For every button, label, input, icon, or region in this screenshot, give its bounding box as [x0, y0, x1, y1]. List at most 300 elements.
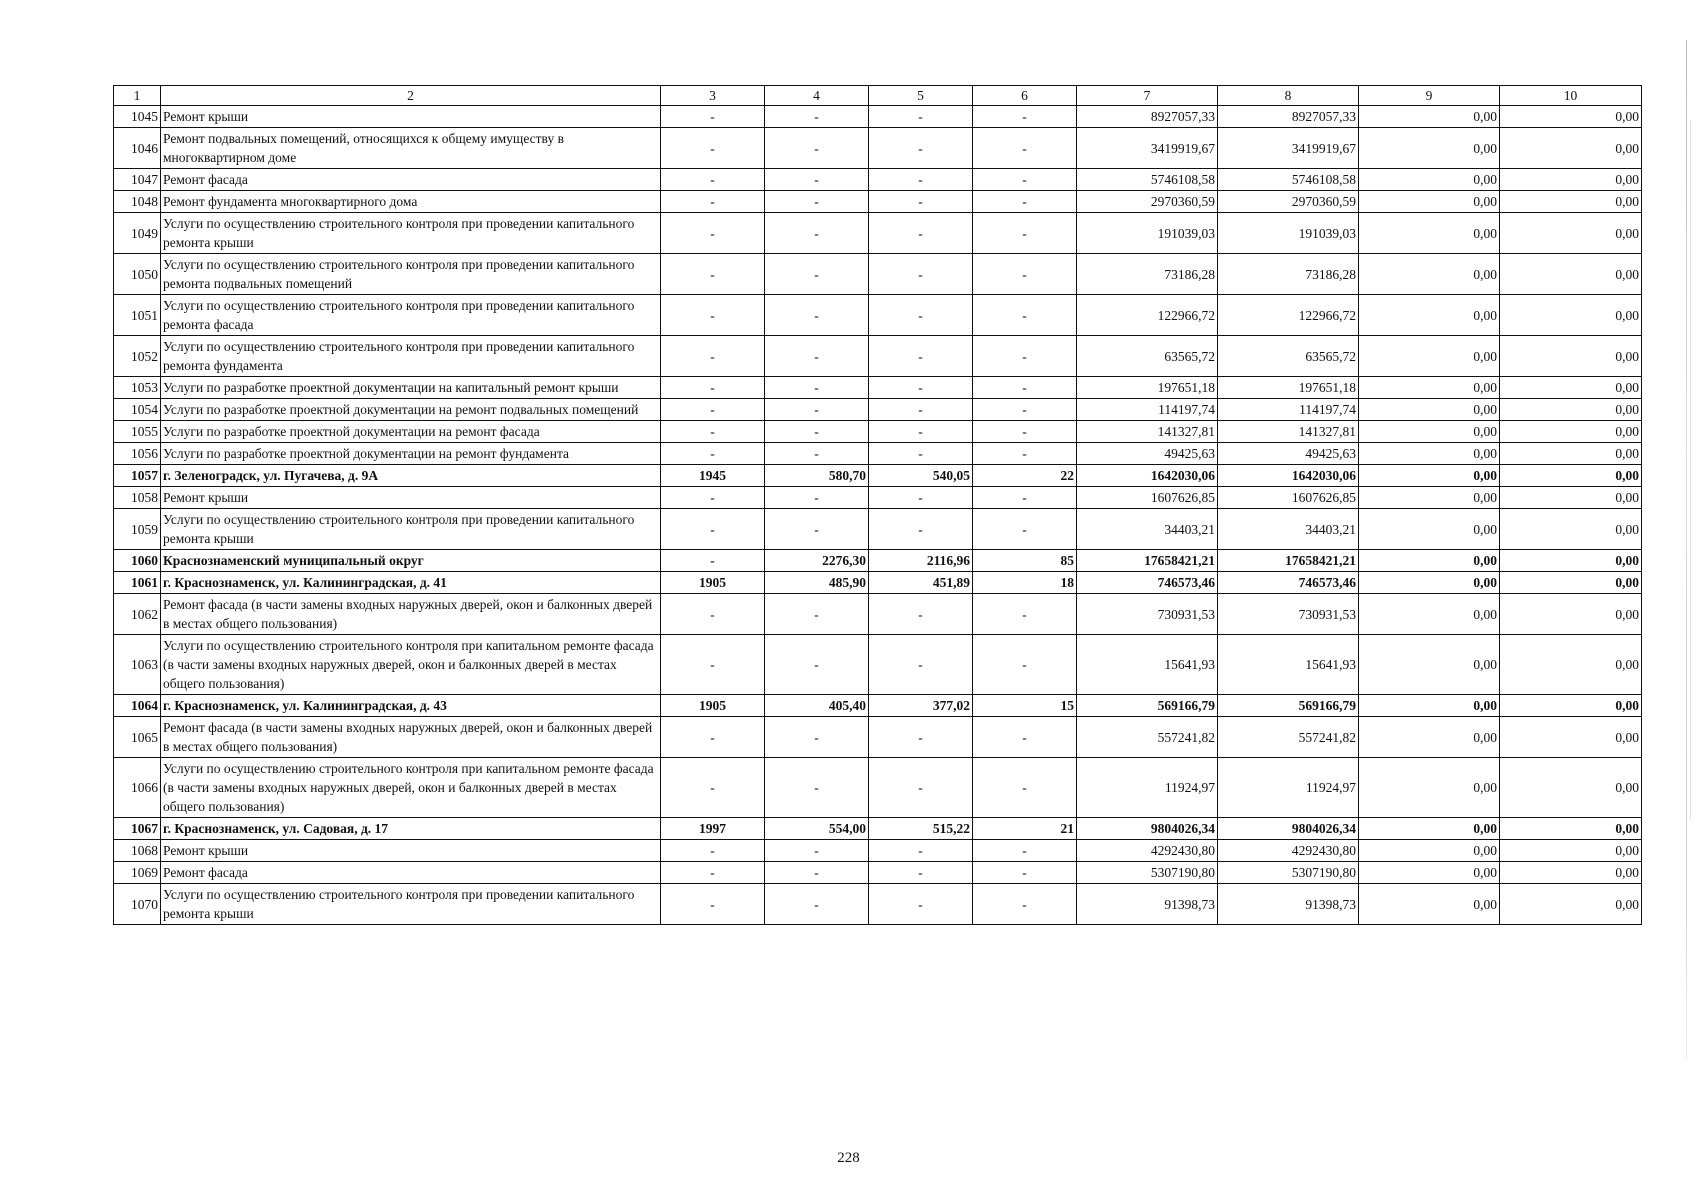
owner-cost-cell: 0,00 [1500, 254, 1642, 295]
budget-cost-cell: 0,00 [1359, 862, 1500, 884]
total-area-cell: - [765, 213, 869, 254]
residents-cell: - [973, 399, 1077, 421]
owner-cost-cell: 0,00 [1500, 336, 1642, 377]
table-row [114, 169, 1642, 191]
total-cost-cell: 122966,72 [1077, 295, 1218, 336]
header-cell: 9 [1359, 86, 1500, 106]
budget-cost-cell: 0,00 [1359, 421, 1500, 443]
table-row [114, 695, 1642, 717]
table-row [114, 487, 1642, 509]
total-area-cell: - [765, 191, 869, 213]
row-name: Услуги по осуществлению строительного контроля при проведении капитального ремонта крыши [161, 509, 661, 550]
living-area-cell: - [869, 254, 973, 295]
living-area-cell: - [869, 594, 973, 635]
residents-cell: - [973, 169, 1077, 191]
budget-cost-cell: 0,00 [1359, 169, 1500, 191]
table-row [114, 758, 1642, 818]
row-name: Услуги по осуществлению строительного контроля при проведении капитального ремонта крыши [161, 884, 661, 925]
row-number: 1055 [114, 421, 161, 443]
year-cell: - [661, 840, 765, 862]
table-row [114, 443, 1642, 465]
budget-cost-cell: 0,00 [1359, 443, 1500, 465]
owner-cost-cell: 0,00 [1500, 717, 1642, 758]
owner-cost-cell: 0,00 [1500, 487, 1642, 509]
total-area-cell: - [765, 106, 869, 128]
total-area-cell: - [765, 295, 869, 336]
owner-cost-cell: 0,00 [1500, 550, 1642, 572]
owner-cost-cell: 0,00 [1500, 509, 1642, 550]
row-number: 1056 [114, 443, 161, 465]
row-name: Ремонт крыши [161, 487, 661, 509]
owner-cost-cell: 0,00 [1500, 128, 1642, 169]
table-row [114, 818, 1642, 840]
residents-cell: - [973, 254, 1077, 295]
budget-cost-cell: 0,00 [1359, 695, 1500, 717]
owner-cost-cell: 0,00 [1500, 884, 1642, 925]
table-row [114, 295, 1642, 336]
living-area-cell: - [869, 884, 973, 925]
living-area-cell: - [869, 635, 973, 695]
living-area-cell: - [869, 213, 973, 254]
living-area-cell: - [869, 377, 973, 399]
residents-cell: - [973, 509, 1077, 550]
row-name: Ремонт фасада [161, 862, 661, 884]
row-name: Краснознаменский муниципальный округ [161, 550, 661, 572]
fund-cost-cell: 3419919,67 [1218, 128, 1359, 169]
year-cell: - [661, 106, 765, 128]
fund-cost-cell: 49425,63 [1218, 443, 1359, 465]
fund-cost-cell: 34403,21 [1218, 509, 1359, 550]
row-number: 1068 [114, 840, 161, 862]
total-area-cell: - [765, 594, 869, 635]
row-number: 1070 [114, 884, 161, 925]
residents-cell: 22 [973, 465, 1077, 487]
year-cell: - [661, 128, 765, 169]
living-area-cell: - [869, 191, 973, 213]
scan-edge-line-faint [1690, 120, 1691, 820]
residents-cell: - [973, 840, 1077, 862]
total-cost-cell: 15641,93 [1077, 635, 1218, 695]
residents-cell: - [973, 862, 1077, 884]
budget-cost-cell: 0,00 [1359, 128, 1500, 169]
table-row [114, 377, 1642, 399]
row-name: Услуги по осуществлению строительного контроля при капитальном ремонте фасада (в части замены входных наружных дверей, окон и балконных дверей в местах общего пользования) [161, 635, 661, 695]
residents-cell: - [973, 421, 1077, 443]
fund-cost-cell: 9804026,34 [1218, 818, 1359, 840]
residents-cell: - [973, 758, 1077, 818]
total-cost-cell: 191039,03 [1077, 213, 1218, 254]
owner-cost-cell: 0,00 [1500, 377, 1642, 399]
row-number: 1053 [114, 377, 161, 399]
fund-cost-cell: 746573,46 [1218, 572, 1359, 594]
total-area-cell: - [765, 128, 869, 169]
total-area-cell: 554,00 [765, 818, 869, 840]
owner-cost-cell: 0,00 [1500, 421, 1642, 443]
row-number: 1049 [114, 213, 161, 254]
year-cell: - [661, 421, 765, 443]
total-cost-cell: 91398,73 [1077, 884, 1218, 925]
fund-cost-cell: 91398,73 [1218, 884, 1359, 925]
fund-cost-cell: 1607626,85 [1218, 487, 1359, 509]
table-row [114, 336, 1642, 377]
year-cell: - [661, 443, 765, 465]
owner-cost-cell: 0,00 [1500, 572, 1642, 594]
budget-cost-cell: 0,00 [1359, 572, 1500, 594]
year-cell: - [661, 509, 765, 550]
row-number: 1059 [114, 509, 161, 550]
row-number: 1052 [114, 336, 161, 377]
budget-cost-cell: 0,00 [1359, 840, 1500, 862]
year-cell: - [661, 254, 765, 295]
row-number: 1054 [114, 399, 161, 421]
header-cell: 1 [114, 86, 161, 106]
row-number: 1050 [114, 254, 161, 295]
row-name: Услуги по осуществлению строительного контроля при капитальном ремонте фасада (в части замены входных наружных дверей, окон и балконных дверей в местах общего пользования) [161, 758, 661, 818]
table-row [114, 191, 1642, 213]
year-cell: - [661, 487, 765, 509]
row-name: Ремонт фасада [161, 169, 661, 191]
row-name: Услуги по разработке проектной документации на ремонт фундамента [161, 443, 661, 465]
budget-cost-cell: 0,00 [1359, 717, 1500, 758]
living-area-cell: - [869, 840, 973, 862]
year-cell: - [661, 336, 765, 377]
budget-cost-cell: 0,00 [1359, 884, 1500, 925]
year-cell: - [661, 169, 765, 191]
budget-cost-cell: 0,00 [1359, 106, 1500, 128]
living-area-cell: - [869, 862, 973, 884]
total-cost-cell: 11924,97 [1077, 758, 1218, 818]
year-cell: - [661, 594, 765, 635]
year-cell: - [661, 635, 765, 695]
total-area-cell: - [765, 377, 869, 399]
owner-cost-cell: 0,00 [1500, 169, 1642, 191]
living-area-cell: 515,22 [869, 818, 973, 840]
fund-cost-cell: 197651,18 [1218, 377, 1359, 399]
row-name: Услуги по разработке проектной документации на ремонт подвальных помещений [161, 399, 661, 421]
living-area-cell: - [869, 106, 973, 128]
living-area-cell: - [869, 758, 973, 818]
fund-cost-cell: 191039,03 [1218, 213, 1359, 254]
total-cost-cell: 5307190,80 [1077, 862, 1218, 884]
fund-cost-cell: 4292430,80 [1218, 840, 1359, 862]
total-area-cell: - [765, 487, 869, 509]
total-area-cell: - [765, 421, 869, 443]
living-area-cell: - [869, 295, 973, 336]
row-number: 1067 [114, 818, 161, 840]
year-cell: 1905 [661, 572, 765, 594]
header-cell: 10 [1500, 86, 1642, 106]
year-cell: - [661, 862, 765, 884]
row-name: Ремонт подвальных помещений, относящихся к общему имуществу в многоквартирном доме [161, 128, 661, 169]
fund-cost-cell: 11924,97 [1218, 758, 1359, 818]
fund-cost-cell: 557241,82 [1218, 717, 1359, 758]
total-cost-cell: 2970360,59 [1077, 191, 1218, 213]
budget-cost-cell: 0,00 [1359, 191, 1500, 213]
fund-cost-cell: 5307190,80 [1218, 862, 1359, 884]
year-cell: 1945 [661, 465, 765, 487]
row-number: 1057 [114, 465, 161, 487]
total-area-cell: 405,40 [765, 695, 869, 717]
total-cost-cell: 1607626,85 [1077, 487, 1218, 509]
total-area-cell: - [765, 884, 869, 925]
total-area-cell: 2276,30 [765, 550, 869, 572]
header-cell: 4 [765, 86, 869, 106]
year-cell: - [661, 884, 765, 925]
fund-cost-cell: 8927057,33 [1218, 106, 1359, 128]
total-cost-cell: 197651,18 [1077, 377, 1218, 399]
total-cost-cell: 17658421,21 [1077, 550, 1218, 572]
table-row [114, 465, 1642, 487]
row-name: Услуги по разработке проектной документации на капитальный ремонт крыши [161, 377, 661, 399]
table-row [114, 106, 1642, 128]
year-cell: - [661, 377, 765, 399]
living-area-cell: 377,02 [869, 695, 973, 717]
header-cell: 3 [661, 86, 765, 106]
owner-cost-cell: 0,00 [1500, 191, 1642, 213]
year-cell: - [661, 191, 765, 213]
total-cost-cell: 63565,72 [1077, 336, 1218, 377]
table-row [114, 254, 1642, 295]
budget-cost-cell: 0,00 [1359, 254, 1500, 295]
table-row [114, 572, 1642, 594]
residents-cell: - [973, 594, 1077, 635]
living-area-cell: 451,89 [869, 572, 973, 594]
owner-cost-cell: 0,00 [1500, 818, 1642, 840]
year-cell: 1997 [661, 818, 765, 840]
fund-cost-cell: 15641,93 [1218, 635, 1359, 695]
row-number: 1048 [114, 191, 161, 213]
budget-cost-cell: 0,00 [1359, 377, 1500, 399]
table-row [114, 840, 1642, 862]
living-area-cell: - [869, 336, 973, 377]
total-area-cell: - [765, 635, 869, 695]
row-name: Услуги по осуществлению строительного контроля при проведении капитального ремонта подвальных помещений [161, 254, 661, 295]
total-cost-cell: 141327,81 [1077, 421, 1218, 443]
page-number: 228 [837, 1150, 860, 1166]
total-cost-cell: 3419919,67 [1077, 128, 1218, 169]
scan-edge-line [1686, 40, 1687, 1060]
row-name: Услуги по осуществлению строительного контроля при проведении капитального ремонта фундамента [161, 336, 661, 377]
fund-cost-cell: 1642030,06 [1218, 465, 1359, 487]
column-number-header [114, 86, 1642, 106]
living-area-cell: - [869, 509, 973, 550]
total-cost-cell: 746573,46 [1077, 572, 1218, 594]
total-area-cell: - [765, 840, 869, 862]
residents-cell: 21 [973, 818, 1077, 840]
owner-cost-cell: 0,00 [1500, 443, 1642, 465]
total-cost-cell: 34403,21 [1077, 509, 1218, 550]
total-cost-cell: 4292430,80 [1077, 840, 1218, 862]
header-cell: 6 [973, 86, 1077, 106]
table-row [114, 594, 1642, 635]
budget-cost-cell: 0,00 [1359, 594, 1500, 635]
owner-cost-cell: 0,00 [1500, 758, 1642, 818]
table-row [114, 884, 1642, 925]
residents-cell: - [973, 717, 1077, 758]
fund-cost-cell: 569166,79 [1218, 695, 1359, 717]
table-row [114, 717, 1642, 758]
total-area-cell: - [765, 169, 869, 191]
year-cell: - [661, 295, 765, 336]
row-name: Ремонт фасада (в части замены входных наружных дверей, окон и балконных дверей в местах общего пользования) [161, 717, 661, 758]
budget-cost-cell: 0,00 [1359, 509, 1500, 550]
living-area-cell: - [869, 487, 973, 509]
living-area-cell: - [869, 399, 973, 421]
total-cost-cell: 730931,53 [1077, 594, 1218, 635]
total-area-cell: - [765, 758, 869, 818]
table-body [114, 106, 1642, 925]
owner-cost-cell: 0,00 [1500, 295, 1642, 336]
budget-cost-cell: 0,00 [1359, 487, 1500, 509]
header-cell: 8 [1218, 86, 1359, 106]
total-cost-cell: 9804026,34 [1077, 818, 1218, 840]
residents-cell: - [973, 377, 1077, 399]
total-area-cell: - [765, 254, 869, 295]
residents-cell: - [973, 336, 1077, 377]
row-name: Услуги по осуществлению строительного контроля при проведении капитального ремонта фасада [161, 295, 661, 336]
residents-cell: - [973, 106, 1077, 128]
total-cost-cell: 73186,28 [1077, 254, 1218, 295]
total-area-cell: - [765, 717, 869, 758]
row-name: г. Краснознаменск, ул. Садовая, д. 17 [161, 818, 661, 840]
row-number: 1060 [114, 550, 161, 572]
residents-cell: - [973, 884, 1077, 925]
register-table [113, 85, 1642, 925]
owner-cost-cell: 0,00 [1500, 635, 1642, 695]
budget-cost-cell: 0,00 [1359, 336, 1500, 377]
table-row [114, 399, 1642, 421]
residents-cell: - [973, 191, 1077, 213]
table-row [114, 128, 1642, 169]
year-cell: - [661, 717, 765, 758]
budget-cost-cell: 0,00 [1359, 818, 1500, 840]
fund-cost-cell: 73186,28 [1218, 254, 1359, 295]
living-area-cell: 2116,96 [869, 550, 973, 572]
residents-cell: - [973, 487, 1077, 509]
budget-cost-cell: 0,00 [1359, 465, 1500, 487]
row-number: 1045 [114, 106, 161, 128]
owner-cost-cell: 0,00 [1500, 465, 1642, 487]
living-area-cell: - [869, 169, 973, 191]
row-number: 1069 [114, 862, 161, 884]
total-area-cell: 485,90 [765, 572, 869, 594]
table-row [114, 550, 1642, 572]
residents-cell: - [973, 213, 1077, 254]
residents-cell: - [973, 128, 1077, 169]
residents-cell: - [973, 443, 1077, 465]
total-cost-cell: 569166,79 [1077, 695, 1218, 717]
living-area-cell: - [869, 717, 973, 758]
owner-cost-cell: 0,00 [1500, 594, 1642, 635]
total-cost-cell: 114197,74 [1077, 399, 1218, 421]
row-number: 1046 [114, 128, 161, 169]
residents-cell: 18 [973, 572, 1077, 594]
fund-cost-cell: 141327,81 [1218, 421, 1359, 443]
row-name: Ремонт крыши [161, 840, 661, 862]
total-cost-cell: 8927057,33 [1077, 106, 1218, 128]
living-area-cell: - [869, 128, 973, 169]
fund-cost-cell: 2970360,59 [1218, 191, 1359, 213]
fund-cost-cell: 17658421,21 [1218, 550, 1359, 572]
row-name: Ремонт фундамента многоквартирного дома [161, 191, 661, 213]
row-number: 1063 [114, 635, 161, 695]
total-area-cell: - [765, 443, 869, 465]
total-cost-cell: 1642030,06 [1077, 465, 1218, 487]
fund-cost-cell: 5746108,58 [1218, 169, 1359, 191]
fund-cost-cell: 63565,72 [1218, 336, 1359, 377]
fund-cost-cell: 730931,53 [1218, 594, 1359, 635]
row-name: Ремонт крыши [161, 106, 661, 128]
table-row [114, 635, 1642, 695]
budget-cost-cell: 0,00 [1359, 635, 1500, 695]
row-number: 1047 [114, 169, 161, 191]
table-row [114, 213, 1642, 254]
total-area-cell: - [765, 862, 869, 884]
owner-cost-cell: 0,00 [1500, 862, 1642, 884]
year-cell: - [661, 758, 765, 818]
owner-cost-cell: 0,00 [1500, 106, 1642, 128]
owner-cost-cell: 0,00 [1500, 695, 1642, 717]
fund-cost-cell: 114197,74 [1218, 399, 1359, 421]
budget-cost-cell: 0,00 [1359, 758, 1500, 818]
residents-cell: 15 [973, 695, 1077, 717]
living-area-cell: - [869, 443, 973, 465]
row-number: 1065 [114, 717, 161, 758]
header-cell: 7 [1077, 86, 1218, 106]
table-row [114, 421, 1642, 443]
year-cell: 1905 [661, 695, 765, 717]
owner-cost-cell: 0,00 [1500, 840, 1642, 862]
row-name: г. Зеленоградск, ул. Пугачева, д. 9А [161, 465, 661, 487]
budget-cost-cell: 0,00 [1359, 550, 1500, 572]
year-cell: - [661, 550, 765, 572]
table-row [114, 862, 1642, 884]
total-cost-cell: 49425,63 [1077, 443, 1218, 465]
budget-cost-cell: 0,00 [1359, 213, 1500, 254]
table-row [114, 509, 1642, 550]
living-area-cell: - [869, 421, 973, 443]
residents-cell: - [973, 295, 1077, 336]
row-number: 1051 [114, 295, 161, 336]
total-cost-cell: 5746108,58 [1077, 169, 1218, 191]
budget-cost-cell: 0,00 [1359, 295, 1500, 336]
row-name: Услуги по разработке проектной документации на ремонт фасада [161, 421, 661, 443]
total-area-cell: - [765, 399, 869, 421]
residents-cell: - [973, 635, 1077, 695]
header-cell: 5 [869, 86, 973, 106]
row-name: г. Краснознаменск, ул. Калининградская, д. 43 [161, 695, 661, 717]
total-area-cell: - [765, 509, 869, 550]
row-number: 1062 [114, 594, 161, 635]
total-area-cell: 580,70 [765, 465, 869, 487]
fund-cost-cell: 122966,72 [1218, 295, 1359, 336]
row-number: 1064 [114, 695, 161, 717]
total-area-cell: - [765, 336, 869, 377]
budget-cost-cell: 0,00 [1359, 399, 1500, 421]
total-cost-cell: 557241,82 [1077, 717, 1218, 758]
owner-cost-cell: 0,00 [1500, 213, 1642, 254]
row-name: Ремонт фасада (в части замены входных наружных дверей, окон и балконных дверей в местах общего пользования) [161, 594, 661, 635]
row-number: 1058 [114, 487, 161, 509]
residents-cell: 85 [973, 550, 1077, 572]
header-cell: 2 [161, 86, 661, 106]
owner-cost-cell: 0,00 [1500, 399, 1642, 421]
year-cell: - [661, 399, 765, 421]
row-name: Услуги по осуществлению строительного контроля при проведении капитального ремонта крыши [161, 213, 661, 254]
row-number: 1061 [114, 572, 161, 594]
row-number: 1066 [114, 758, 161, 818]
living-area-cell: 540,05 [869, 465, 973, 487]
